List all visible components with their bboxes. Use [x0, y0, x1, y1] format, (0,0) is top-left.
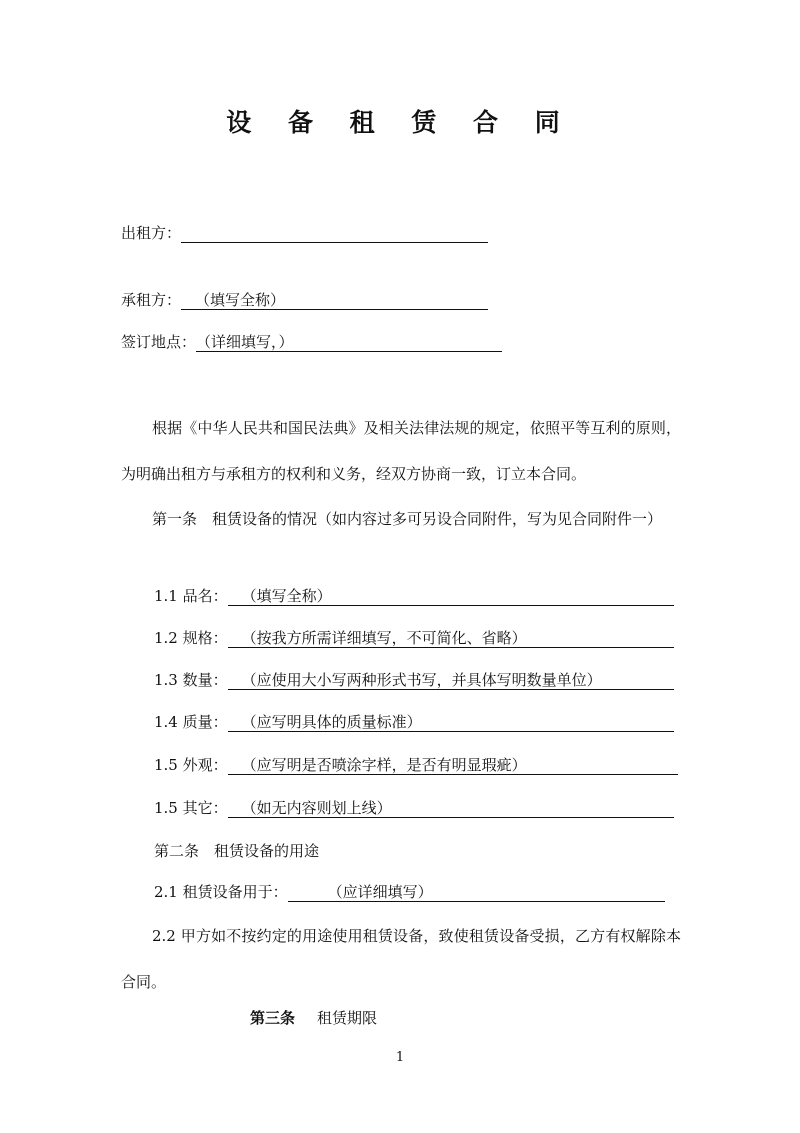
- item-1-3-label: 1.3 数量：: [154, 671, 228, 689]
- item-1-5: [154, 755, 678, 775]
- lessor-label: 出租方：: [121, 224, 182, 242]
- item-2-1-field[interactable]: （应详细填写）: [288, 882, 665, 902]
- item-1-6-field[interactable]: （如无内容则划上线）: [228, 798, 674, 818]
- item-1-1-label: 1.1 品名：: [154, 587, 228, 605]
- place-field[interactable]: （详细填写，）: [196, 332, 502, 352]
- item-1-2-label: 1.2 规格：: [154, 629, 228, 647]
- item-2-1-label: 2.1 租赁设备用于：: [154, 883, 288, 901]
- item-2-1: [154, 882, 665, 902]
- place-label: 签订地点：: [121, 333, 197, 351]
- item-1-6-label: 1.5 其它：: [154, 799, 228, 817]
- place-line: [121, 332, 502, 352]
- contract-title: 设 备 租 赁 合 同: [226, 108, 574, 137]
- lessee-field[interactable]: （填写全称）: [181, 290, 488, 310]
- item-1-4-label: 1.4 质量：: [154, 713, 228, 731]
- lessee-label: 承租方：: [121, 291, 182, 309]
- item-1-1-field[interactable]: （填写全称）: [228, 586, 674, 606]
- item-1-1: [154, 586, 674, 606]
- article1-heading: 第一条 租赁设备的情况（如内容过多可另设合同附件，写为见合同附件一）: [152, 510, 663, 528]
- item-1-2: [154, 628, 674, 648]
- item-2-2-paragraph: 2.2 甲方如不按约定的用途使用租赁设备，致使租赁设备受损，乙方有权解除本合同。: [121, 927, 681, 991]
- preamble-paragraph: 根据《中华人民共和国民法典》及相关法律法规的规定，依照平等互利的原则，为明确出租方与承租方的权利和义务，经双方协商一致，订立本合同。: [121, 419, 681, 483]
- item-1-3-field[interactable]: （应使用大小写两种形式书写，并具体写明数量单位）: [228, 670, 674, 690]
- article3-heading: [250, 1008, 377, 1028]
- item-1-6: [154, 798, 674, 818]
- lessor-line: [121, 223, 488, 243]
- item-1-2-field[interactable]: （按我方所需详细填写，不可简化、省略）: [228, 628, 674, 648]
- article3-number: 第三条: [250, 1009, 296, 1027]
- item-1-4-field[interactable]: （应写明具体的质量标准）: [228, 712, 674, 732]
- article2-heading: 第二条 租赁设备的用途: [154, 842, 320, 860]
- page-number: 1: [395, 1050, 405, 1065]
- item-1-3: [154, 670, 674, 690]
- item-1-4: [154, 712, 674, 732]
- item-1-5-field[interactable]: （应写明是否喷涂字样，是否有明显瑕疵）: [228, 755, 678, 775]
- article3-title: 租赁期限: [317, 1009, 378, 1027]
- item-1-5-label: 1.5 外观：: [154, 756, 228, 774]
- lessor-field[interactable]: [181, 223, 488, 243]
- lessee-line: [121, 290, 488, 310]
